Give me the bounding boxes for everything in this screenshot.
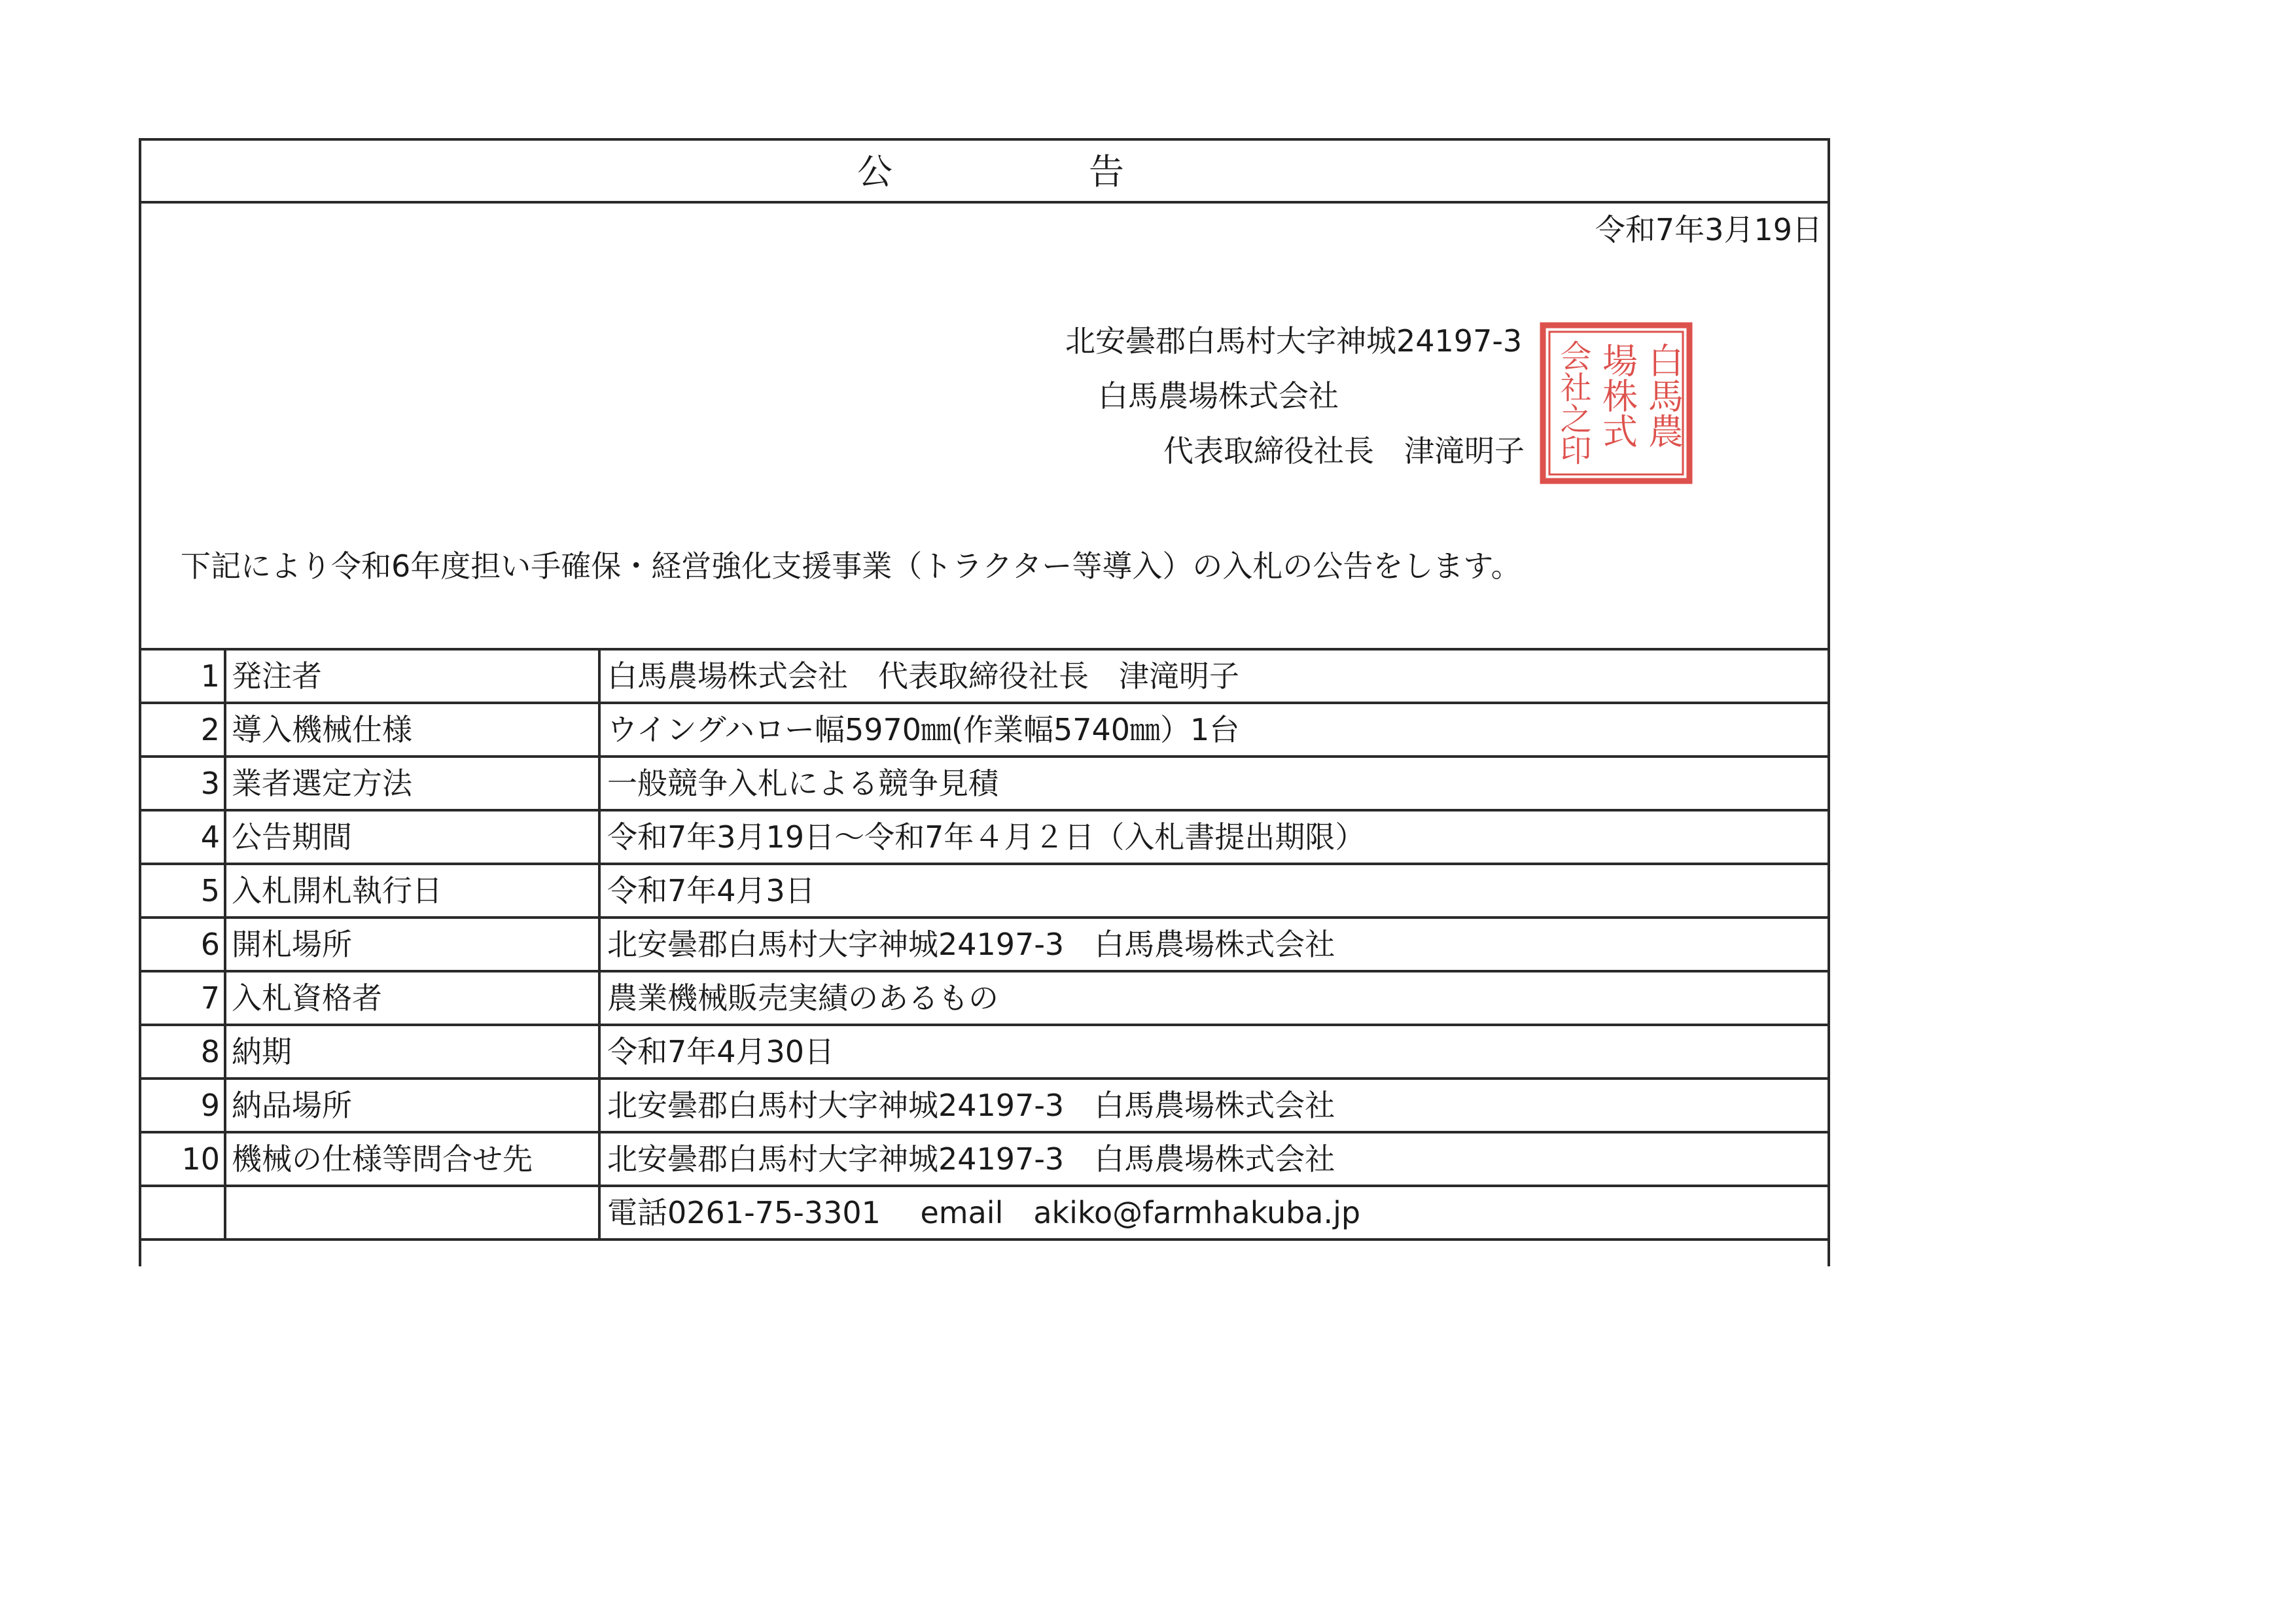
row-content: 一般競争入札による競争見積	[599, 757, 1828, 810]
intro-text: 下記により令和6年度担い手確保・経営強化支援事業（トラクター等導入）の入札の公告をします。	[181, 548, 1521, 584]
company-seal-icon	[1539, 321, 1693, 485]
table-row	[141, 757, 1828, 810]
row-content: 北安曇郡白馬村大字神城24197-3 白馬農場株式会社	[599, 1079, 1828, 1132]
row-content: 白馬農場株式会社 代表取締役社長 津滝明子	[599, 649, 1828, 703]
row-number: 3	[141, 757, 225, 810]
row-item: 業者選定方法	[225, 757, 599, 810]
table-row	[141, 1025, 1828, 1079]
row-item: 納期	[225, 1025, 599, 1079]
notice-date: 令和7年3月19日	[1595, 212, 1822, 247]
sender-representative: 代表取締役社長 津滝明子	[1163, 433, 1525, 469]
row-item: 納品場所	[225, 1079, 599, 1132]
row-content: ウイングハロー幅5970㎜(作業幅5740㎜）1台	[599, 703, 1828, 757]
row-number: 7	[141, 971, 225, 1025]
row-item: 公告期間	[225, 810, 599, 864]
table-row	[141, 918, 1828, 971]
row-item: 入札資格者	[225, 971, 599, 1025]
row-number: 4	[141, 810, 225, 864]
table-row	[141, 864, 1828, 918]
row-item: 開札場所	[225, 918, 599, 971]
table-row	[141, 703, 1828, 757]
table-row	[141, 1079, 1828, 1132]
row-number: 10	[141, 1132, 225, 1186]
row-content: 令和7年3月19日～令和7年４月２日（入札書提出期限）	[599, 810, 1828, 864]
seal-column-2: 場株式	[1597, 342, 1638, 448]
row-content: 令和7年4月3日	[599, 864, 1828, 918]
row-number: 5	[141, 864, 225, 918]
row-content: 北安曇郡白馬村大字神城24197-3 白馬農場株式会社	[599, 918, 1828, 971]
seal-column-1: 白馬農	[1642, 342, 1684, 448]
row-number	[141, 1186, 225, 1240]
table-row	[141, 810, 1828, 864]
row-number: 9	[141, 1079, 225, 1132]
table-row	[141, 1186, 1828, 1240]
notice-title-bar	[141, 141, 1828, 204]
table-row	[141, 1132, 1828, 1186]
row-content: 電話0261-75-3301 email akiko@farmhakuba.jp	[599, 1186, 1828, 1240]
row-number: 8	[141, 1025, 225, 1079]
row-item: 導入機械仕様	[225, 703, 599, 757]
notice-title-char-2: 告	[1089, 151, 1124, 192]
seal-column-3: 会社之印	[1555, 340, 1591, 465]
details-table	[141, 648, 1828, 1241]
notice-frame	[139, 138, 1830, 1266]
row-item	[225, 1186, 599, 1240]
row-number: 6	[141, 918, 225, 971]
row-content: 農業機械販売実績のあるもの	[599, 971, 1828, 1025]
row-item: 発注者	[225, 649, 599, 703]
notice-title-char-1: 公	[857, 151, 892, 192]
row-item: 入札開札執行日	[225, 864, 599, 918]
row-number: 2	[141, 703, 225, 757]
sender-address: 北安曇郡白馬村大字神城24197-3	[1065, 323, 1523, 359]
row-item: 機械の仕様等問合せ先	[225, 1132, 599, 1186]
table-row	[141, 971, 1828, 1025]
table-row	[141, 649, 1828, 703]
row-content: 北安曇郡白馬村大字神城24197-3 白馬農場株式会社	[599, 1132, 1828, 1186]
row-content: 令和7年4月30日	[599, 1025, 1828, 1079]
sender-company: 白馬農場株式会社	[1098, 378, 1339, 414]
row-number: 1	[141, 649, 225, 703]
